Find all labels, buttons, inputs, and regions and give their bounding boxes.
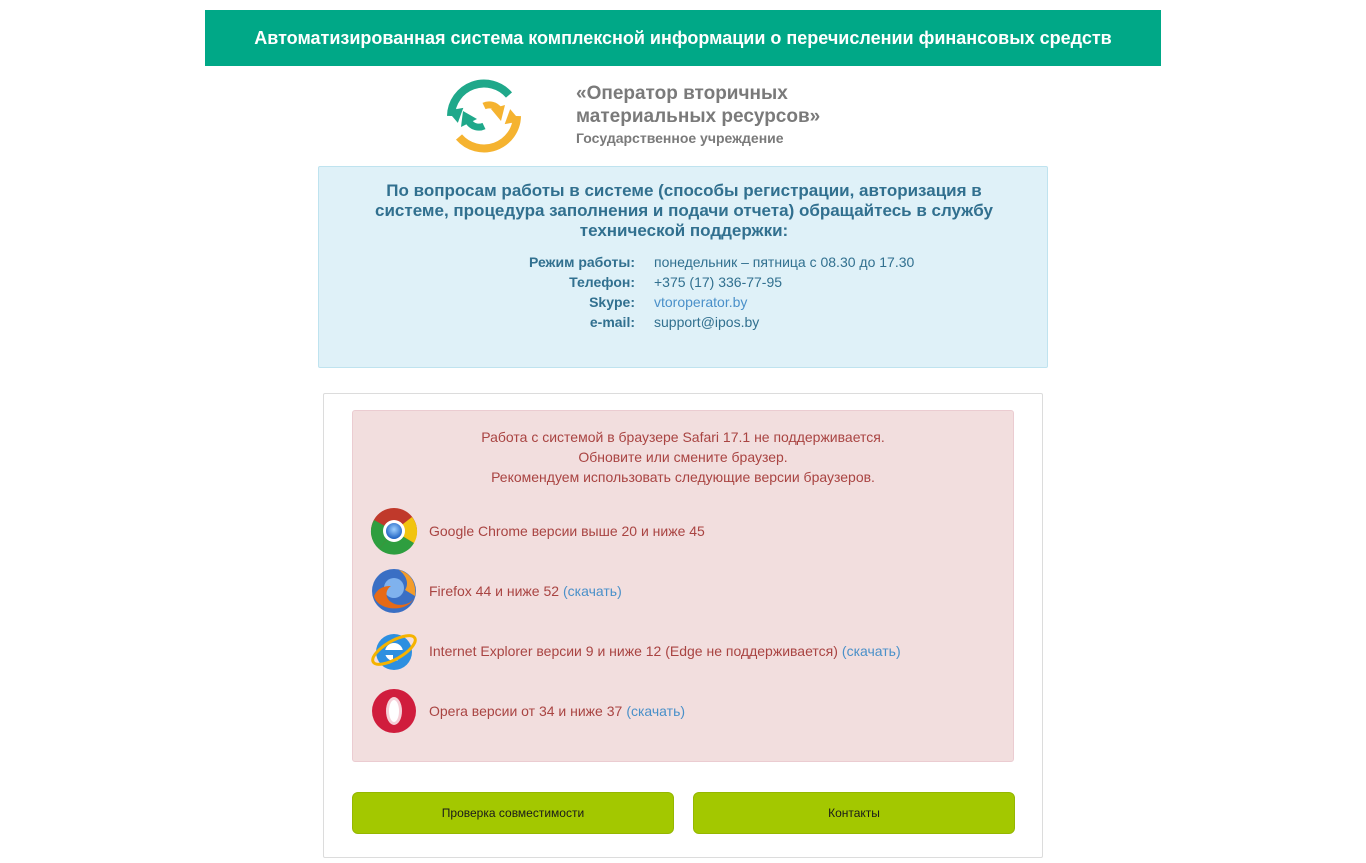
browser-name-opera: Opera версии от 34 и ниже 37 (скачать) [429, 703, 686, 719]
system-title-bar [205, 10, 1161, 66]
alert-line-update: Обновите или смените браузер. [578, 449, 788, 465]
firefox-icon [369, 566, 419, 616]
skype-link[interactable]: vtoroperator.by [654, 294, 748, 310]
download-ie-link[interactable]: (скачать) [841, 643, 901, 659]
support-row-email [319, 312, 1049, 332]
support-row-hours [319, 252, 1049, 272]
browser-item-chrome [369, 506, 1009, 556]
organization-logo [443, 75, 525, 157]
browser-name-ie: Internet Explorer версии 9 и ниже 12 (Edge не поддерживается) (скачать) [429, 643, 901, 659]
organization-name-line2: материальных ресурсов» [576, 106, 821, 127]
download-firefox-link[interactable]: (скачать) [563, 583, 622, 599]
organization-name-line1: «Оператор вторичных [576, 83, 788, 104]
support-label-email: e-mail: [589, 314, 635, 330]
support-row-skype [319, 292, 1049, 312]
support-value-phone: +375 (17) 336-77-95 [654, 274, 783, 290]
organization-type: Государственное учреждение [576, 130, 784, 146]
browser-item-ie [369, 626, 1009, 676]
support-info-box [318, 166, 1048, 368]
contacts-button[interactable] [693, 792, 1015, 834]
browser-item-opera [369, 686, 1009, 736]
support-label-skype: Skype: [589, 294, 635, 310]
system-title: Автоматизированная система комплексной информации о перечислении финансовых средств [254, 27, 1112, 48]
support-label-hours: Режим работы: [528, 254, 635, 270]
download-opera-link[interactable]: (скачать) [626, 703, 686, 719]
contacts-label: Контакты [828, 806, 880, 820]
browser-name-firefox: Firefox 44 и ниже 52 (скачать) [429, 583, 622, 599]
support-value-email: support@ipos.by [654, 314, 760, 330]
recycle-arrows-icon [443, 75, 525, 157]
organization-info [576, 82, 876, 146]
browser-compatibility-panel [323, 393, 1043, 858]
compatibility-check-button[interactable] [352, 792, 674, 834]
browser-item-firefox [369, 566, 1009, 616]
support-label-phone: Телефон: [569, 274, 635, 290]
alert-line-unsupported: Работа с системой в браузере Safari 17.1 не поддерживается. [481, 429, 885, 445]
support-row-phone [319, 272, 1049, 292]
alert-line-recommend: Рекомендуем использовать следующие версии браузеров. [491, 469, 875, 485]
internet-explorer-icon [369, 626, 419, 676]
support-value-hours: понедельник – пятница с 08.30 до 17.30 [654, 254, 915, 270]
unsupported-browser-alert [352, 410, 1014, 762]
compatibility-check-label: Проверка совместимости [441, 806, 585, 820]
browser-name-chrome: Google Chrome версии выше 20 и ниже 45 [429, 523, 705, 539]
support-title: По вопросам работы в системе (способы регистрации, авторизация в системе, процедура заполнения и подачи отчета) обращайтесь в службу технической поддержки: [375, 181, 993, 240]
opera-icon [369, 686, 419, 736]
chrome-icon [369, 506, 419, 556]
